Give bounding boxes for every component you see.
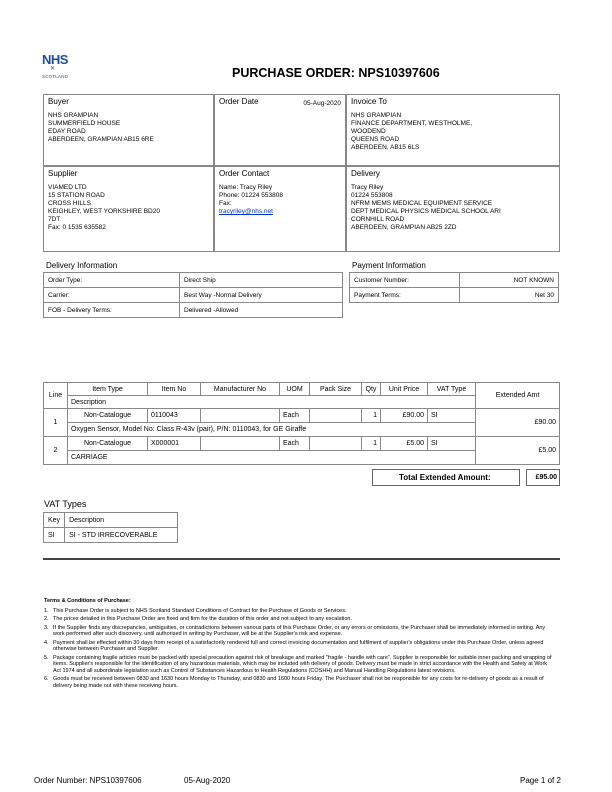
saltire-icon: ✕: [50, 66, 56, 72]
buyer-heading: Buyer: [48, 97, 69, 106]
table-row: CARRIAGE: [44, 451, 560, 465]
payment-info-table: [349, 272, 559, 303]
table-row: 2 Non-Catalogue X000001 Each 1 £5.00 SI £5.00: [44, 437, 560, 451]
table-row: Customer Number: NOT KNOWN: [350, 273, 559, 288]
page-title: PURCHASE ORDER: NPS10397606: [232, 66, 440, 80]
table-header-row: Description: [44, 396, 560, 409]
list-item: 4. Payment shall be effected within 30 days from receipt of a satisfactorily rendered full and correct invoicing documentation and fulfilment of supplier's obligations under this Purchase Order, unless agreed otherwise between Purchaser and Supplier.: [44, 639, 544, 652]
list-item: 5. Package containing fragile articles must be packed with special precaution against risk of breakage and marked "fragile - handle with care". Supplier is responsible for suitable inner packing and wrapping of items. Supplier's responsible for the identification of any hazardous materials, which may be included with delivery of goods. Delivery must be made in strict accordance with the Health and Safety at Work Act 1974 and all subordinate legislation such as Control of Substances Hazardous to Health Regulations (COSHH) and Manual Handling Regulations latest revisions.: [44, 654, 552, 674]
footer-order-number: Order Number: NPS10397606: [34, 776, 142, 785]
delivery-box: Delivery Tracy Riley 01224 553808 NFRM MEMS MEDICAL EQUIPMENT SERVICE DEPT MEDICAL PHYSICS MEDICAL SCHOOL ARI CORNHILL ROAD ABERDEEN, GRAMPIAN AB25 2ZD: [346, 166, 560, 252]
delivery-info-table: [43, 272, 343, 318]
delivery-info-heading: Delivery Information: [46, 261, 118, 270]
nhs-scotland-logo: NHS ✕ SCOTLAND: [42, 52, 72, 92]
total-label: Total Extended Amount:: [372, 469, 520, 486]
terms-heading: Terms & Conditions of Purchase:: [44, 598, 131, 604]
footer-date: 05-Aug-2020: [184, 776, 231, 785]
table-row: SI SI - STD IRRECOVERABLE: [44, 528, 178, 543]
supplier-box: Supplier VIAMED LTD 15 STATION ROAD CROSS HILLS KEIGHLEY, WEST YORKSHIRE BD20 7DT Fax: 0 1535 635582: [43, 166, 214, 252]
table-row: Oxygen Sensor, Model No: Class R-43v (pair), P/N: 0110043, for GE Giraffe: [44, 423, 560, 437]
order-contact-heading: Order Contact: [219, 169, 270, 178]
list-item: 2. The prices detailed in this Purchase Order are fixed and firm for the duration of this order and not subject to any escalation.: [44, 616, 352, 622]
supplier-heading: Supplier: [48, 169, 78, 178]
order-date-box: [214, 94, 346, 166]
vat-types-heading: VAT Types: [44, 499, 87, 509]
table-row: Carrier: Best Way -Normal Delivery: [44, 288, 343, 303]
table-header-row: Line Item Type Item No Manufacturer No UOM Pack Size Qty Unit Price VAT Type Extended Amt: [44, 383, 560, 396]
contact-email-link[interactable]: tracyriley@nhs.net: [219, 208, 273, 215]
vat-types-table: [43, 512, 178, 543]
table-row: Order Type: Direct Ship: [44, 273, 343, 288]
order-date-value: 05-Aug-2020: [303, 100, 341, 107]
table-header-row: Key Description: [44, 513, 178, 528]
total-value: £95.00: [526, 469, 560, 486]
invoice-to-heading: Invoice To: [351, 97, 387, 106]
footer-page-number: Page 1 of 2: [520, 776, 561, 785]
invoice-to-box: Invoice To NHS GRAMPIAN FINANCE DEPARTMENT, WESTHOLME, WOODEND QUEENS ROAD ABERDEEN, AB15 6LS: [346, 94, 560, 166]
order-contact-box: Order Contact Name: Tracy Riley Phone: 01224 553808 Fax: tracyriley@nhs.net: [214, 166, 346, 252]
table-row: Payment Terms: Net 30: [350, 288, 559, 303]
order-date-heading: Order Date: [219, 97, 259, 106]
divider: [43, 558, 560, 560]
list-item: 3. If the Supplier finds any discrepancies, ambiguities, or contradictions between various parts of this Purchase Order, or any errors or omissions, the Purchaser shall be immediately informed in writing. Any work performed after such discovery, until authorised in writing by Purchaser, will be at the Supplier's risk and expense.: [44, 624, 546, 637]
table-row: 1 Non-Catalogue 0110043 Each 1 £90.00 SI £90.00: [44, 409, 560, 423]
line-items-table: [43, 382, 560, 465]
terms-section: [44, 598, 556, 691]
list-item: 1. This Purchase Order is subject to NHS Scotland Standard Conditions of Contract for the Purchase of Goods or Services.: [44, 607, 347, 614]
list-item: 6. Goods must be received between 0830 and 1630 hours Monday to Thursday, and 0830 and 1600 hours Friday. The Purchaser shall not be responsible for any costs for re-delivery of goods as a result of delivery being made out with these receiving hours.: [44, 676, 544, 689]
payment-info-heading: Payment Information: [352, 261, 426, 270]
buyer-box: Buyer NHS GRAMPIAN SUMMERFIELD HOUSE EDAY ROAD ABERDEEN, GRAMPIAN AB15 6RE: [43, 94, 214, 166]
table-row: FOB - Delivery Terms: Delivered -Allowed: [44, 303, 343, 318]
delivery-heading: Delivery: [351, 169, 380, 178]
